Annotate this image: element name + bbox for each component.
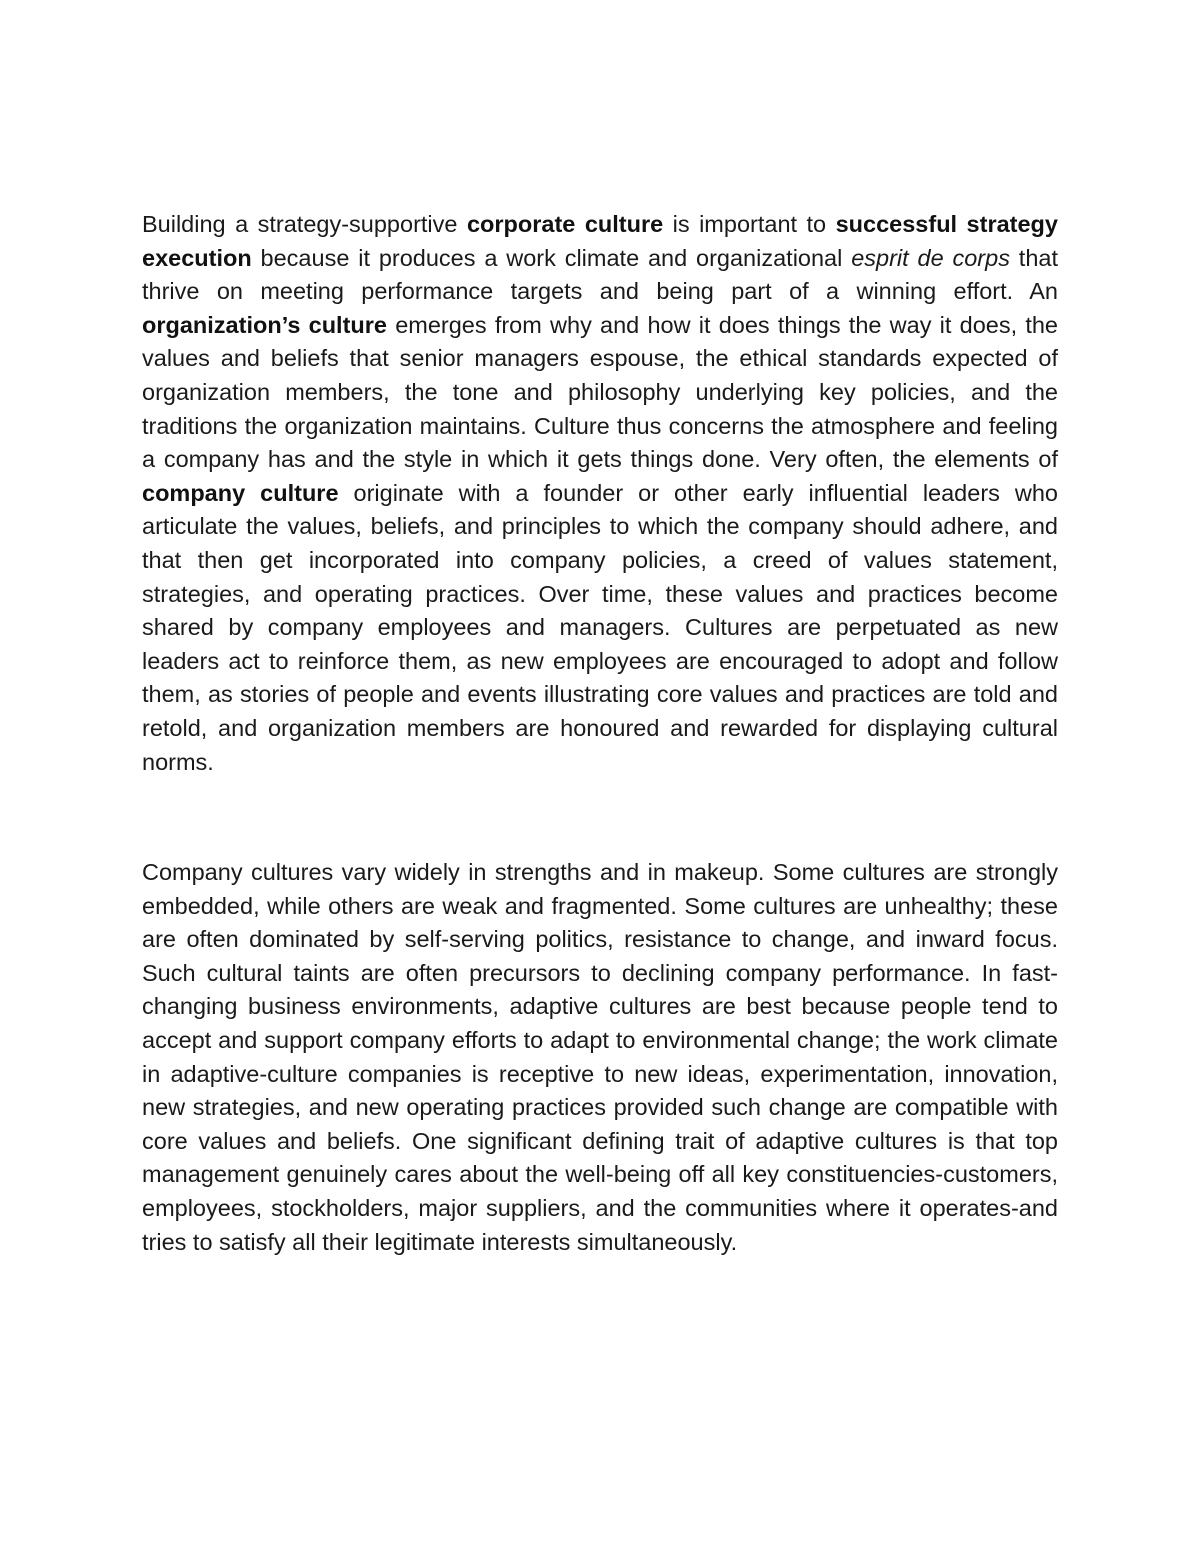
text-run: originate with a founder or other early influential leaders who articulate the values, beliefs, and principles to which the company should adhere, and that then get incorporated into company policies, a creed of values statement, strategies, and operating practices. Over time, these values and practices become shared by company employees and managers. Cultures are perpetuated as new leaders act to reinforce them, as new employees are encouraged to adopt and follow them, as stories of people and events illustrating core values and practices are told and retold, and organization members are honoured and rewarded for displaying cultural norms. xyxy=(142,479,1058,775)
bold-term-corporate-culture: corporate culture xyxy=(466,211,664,237)
text-run: Building a strategy-supportive xyxy=(142,211,467,237)
text-run: that thrive on meeting performance targets and being part of a winning effort. An xyxy=(142,244,1058,305)
bold-term-successful-strategy-execution: successful strategy execution xyxy=(142,211,1058,271)
bold-term-company-culture: company culture xyxy=(142,479,339,506)
text-run: emerges from why and how it does things the way it does, the values and beliefs that senior managers espouse, the ethical standards expected of organization members, the tone and philosophy underlying key policies, and the traditions the organization maintains. Culture thus concerns the atmosphere and feeling a company has and the style in which it gets things done. Very often, the elements of xyxy=(142,311,1059,473)
paragraph-company-cultures xyxy=(142,856,1058,1259)
text-run: is important to xyxy=(663,211,836,237)
paragraph-corporate-culture xyxy=(142,208,1058,779)
italic-term-esprit-de-corps: esprit de corps xyxy=(851,244,1010,271)
text-run: because it produces a work climate and organizational xyxy=(251,244,852,271)
text-run: Company cultures vary widely in strengths and in makeup. Some cultures are strongly embedded, while others are weak and fragmented. Some cultures are unhealthy; these are often dominated by self-serving politics, resistance to change, and inward focus. Such cultural taints are often precursors to declining company performance. In fast-changing business environments, adaptive cultures are best because people tend to accept and support company efforts to adapt to environmental change; the work climate in adaptive-culture companies is receptive to new ideas, experimentation, innovation, new strategies, and new operating practices provided such change are compatible with core values and beliefs. One significant defining trait of adaptive cultures is that top management genuinely cares about the well-being off all key constituencies-customers, employees, stockholders, major suppliers, and the communities where it operates-and tries to satisfy all their legitimate interests simultaneously. xyxy=(142,859,1058,1255)
bold-term-organizations-culture: organization’s culture xyxy=(142,311,387,338)
